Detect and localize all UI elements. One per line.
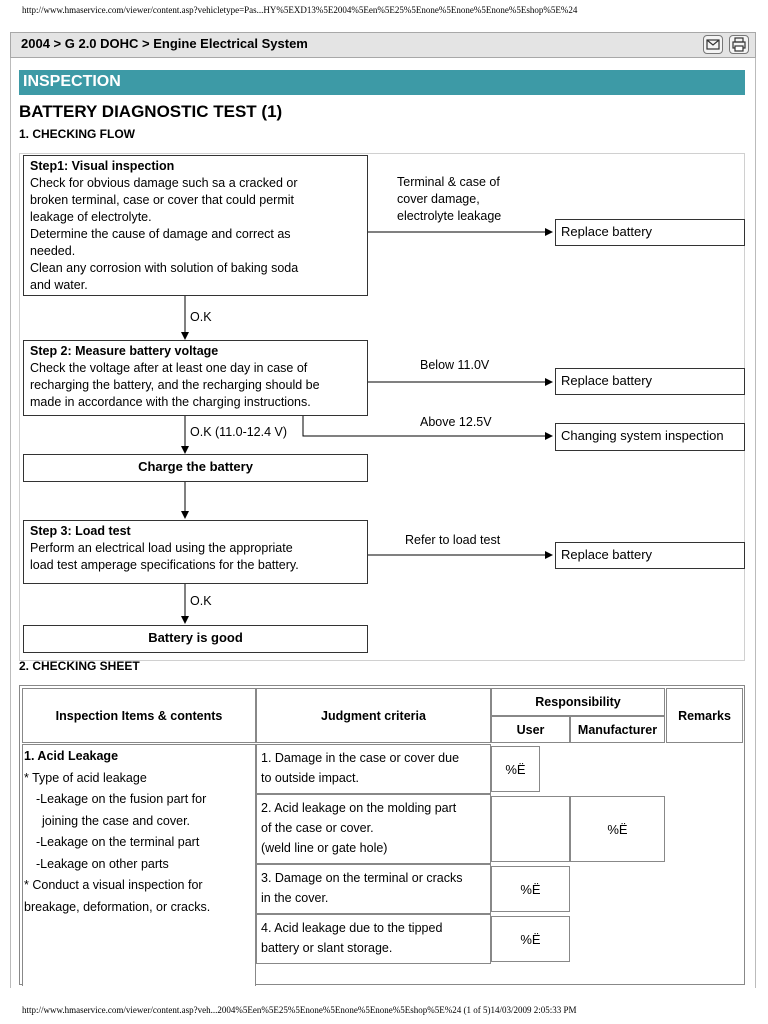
checking-flow-chart — [19, 153, 745, 661]
step2-above-result-box: Changing system inspection — [555, 423, 745, 451]
condition-line: Terminal & case of — [397, 175, 500, 189]
step1-line: needed. — [30, 244, 76, 258]
ok-label-1: O.K — [190, 310, 212, 324]
step2-line: made in accordance with the charging instructions. — [30, 395, 311, 409]
step3-result-box: Replace battery — [555, 542, 745, 569]
item-line: -Leakage on other parts — [36, 856, 169, 871]
above-voltage-label: Above 12.5V — [420, 415, 492, 429]
section-title: INSPECTION — [19, 70, 745, 95]
criterion-3-user-mark: %Ë — [491, 866, 570, 912]
header-judgment: Judgment criteria — [256, 688, 491, 743]
below-voltage-label: Below 11.0V — [420, 358, 490, 372]
step3-line: load test amperage specifications for the battery. — [30, 558, 299, 572]
ok-label-2: O.K (11.0-12.4 V) — [190, 425, 288, 439]
step1-result-box: Replace battery — [555, 219, 745, 246]
criterion-1 — [256, 744, 491, 794]
criterion-4 — [256, 914, 491, 964]
criterion-line: 4. Acid leakage due to the tipped — [261, 921, 443, 935]
condition-line: cover damage, — [397, 192, 480, 206]
item-line: breakage, deformation, or cracks. — [24, 899, 211, 914]
criterion-line: 3. Damage on the terminal or cracks — [261, 871, 463, 885]
item-line: * Conduct a visual inspection for — [24, 878, 203, 892]
criterion-2 — [256, 794, 491, 864]
criterion-line: 2. Acid leakage on the molding part — [261, 801, 457, 815]
title-bar — [10, 32, 756, 58]
item-content — [24, 746, 258, 918]
step1-line: leakage of electrolyte. — [30, 210, 152, 224]
criterion-4-user-mark: %Ë — [491, 916, 570, 962]
step2-box — [23, 340, 368, 416]
flow-heading: 1. CHECKING FLOW — [19, 127, 135, 141]
print-button[interactable] — [729, 35, 749, 54]
page-title: BATTERY DIAGNOSTIC TEST (1) — [19, 102, 283, 121]
step1-line: Clean any corrosion with solution of baking soda — [30, 261, 299, 275]
criterion-line: 1. Damage in the case or cover due — [261, 751, 460, 765]
battery-good-box: Battery is good — [23, 625, 368, 653]
criterion-line: battery or slant storage. — [261, 941, 393, 955]
page-url-top: http://www.hmaservice.com/viewer/content.asp?vehicletype=Pas...HY%5EXD13%5E2004%5Een%5E25%5Enone%5Enone%5Enone%5Eshop%5E%24 — [22, 5, 578, 15]
step1-condition — [397, 174, 501, 225]
item-line: * Type of acid leakage — [24, 770, 147, 785]
mail-button[interactable] — [703, 35, 723, 54]
condition-line: electrolyte leakage — [397, 209, 502, 223]
item-title: 1. Acid Leakage — [24, 749, 119, 763]
step2-line: Check the voltage after at least one day in case of — [30, 361, 308, 375]
step2-below-result-box: Replace battery — [555, 368, 745, 395]
step1-line: Determine the cause of damage and correct as — [30, 227, 291, 241]
step3-line: Perform an electrical load using the appropriate — [30, 541, 293, 555]
breadcrumb: 2004 > G 2.0 DOHC > Engine Electrical System — [21, 36, 308, 51]
checking-sheet-table — [19, 685, 745, 985]
criterion-line: of the case or cover. — [261, 821, 374, 835]
criterion-line: (weld line or gate hole) — [261, 841, 388, 855]
refer-load-test-label: Refer to load test — [405, 533, 501, 547]
item-line: -Leakage on the fusion part for — [36, 792, 207, 806]
step1-line: Check for obvious damage such sa a cracked or — [30, 176, 298, 190]
header-user: User — [491, 716, 570, 743]
criterion-2-user-cell — [491, 796, 570, 862]
step2-line: recharging the battery, and the recharging should be — [30, 378, 320, 392]
step2-title: Step 2: Measure battery voltage — [30, 344, 219, 358]
print-icon — [730, 36, 748, 53]
criterion-line: in the cover. — [261, 891, 329, 905]
header-remarks: Remarks — [666, 688, 743, 743]
criterion-1-user-mark: %Ë — [491, 746, 540, 792]
header-items: Inspection Items & contents — [22, 688, 256, 743]
step1-box — [23, 155, 368, 296]
charge-battery-box: Charge the battery — [23, 454, 368, 482]
step3-title: Step 3: Load test — [30, 524, 131, 538]
criterion-line: to outside impact. — [261, 771, 359, 785]
item-line: joining the case and cover. — [42, 813, 191, 828]
ok-label-3: O.K — [190, 594, 212, 608]
page-url-bottom: http://www.hmaservice.com/viewer/content.asp?veh...2004%5Een%5E25%5Enone%5Enone%5Enone%5Eshop%5E%24 (1 of 5)14/03/2009 2:05:33 PM — [22, 1005, 577, 1015]
step3-box — [23, 520, 368, 584]
criterion-3 — [256, 864, 491, 914]
header-manufacturer: Manufacturer — [570, 716, 665, 743]
step1-line: and water. — [30, 278, 88, 292]
step1-line: broken terminal, case or cover that could permit — [30, 193, 295, 207]
criterion-2-manufacturer-mark: %Ë — [570, 796, 665, 862]
step1-title: Step1: Visual inspection — [30, 159, 175, 173]
mail-icon — [704, 36, 722, 53]
header-responsibility: Responsibility — [491, 688, 665, 716]
item-line: -Leakage on the terminal part — [36, 835, 200, 849]
sheet-heading: 2. CHECKING SHEET — [19, 659, 140, 673]
